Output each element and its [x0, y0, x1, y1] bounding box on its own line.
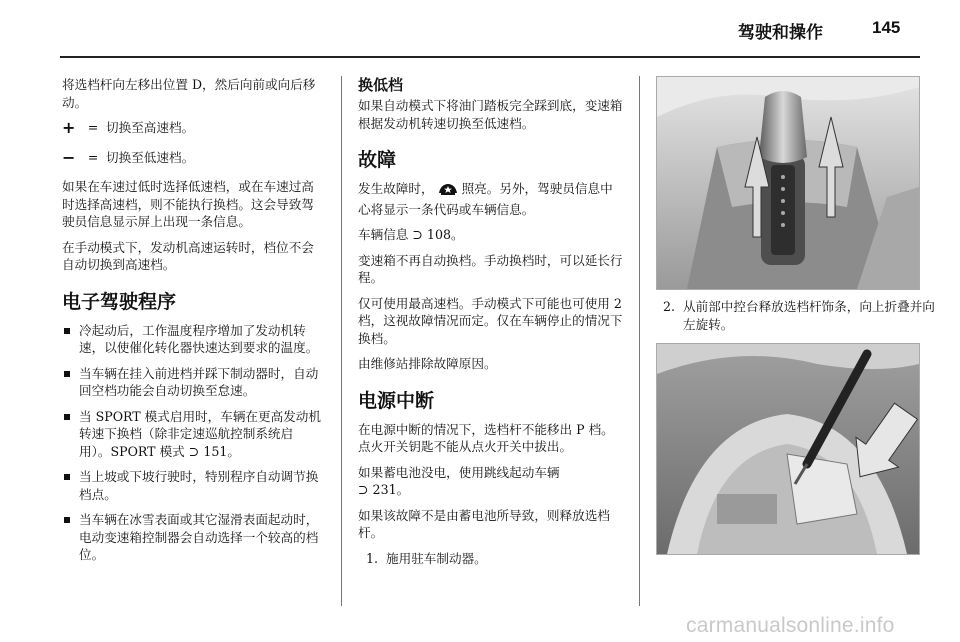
minus-equals: = — [87, 149, 99, 165]
paragraph-2: 在手动模式下，发动机高速运转时，档位不会自动切换到高速档。 — [62, 239, 314, 272]
transmission-warning-icon — [437, 182, 459, 201]
page-number: 145 — [872, 18, 901, 37]
power-reference: ⊃ 231。 — [358, 482, 410, 497]
kickdown-paragraph: 如果自动模式下将油门踏板完全踩到底，变速箱根据发动机转速切换至低速档。 — [358, 98, 623, 131]
photo-gear-selector — [656, 76, 920, 290]
step-number: 2. — [663, 299, 676, 314]
plus-icon: + — [62, 118, 76, 137]
bullet-list — [62, 322, 324, 564]
list-item: 冷起动后，工作温度程序增加了发动机转速，以使催化转化器快速达到要求的温度。 — [62, 322, 324, 357]
plus-text: 切换至高速档。 — [106, 120, 195, 135]
column-2 — [358, 76, 624, 567]
fault-text-before: 发生故障时， — [358, 181, 434, 196]
list-item: 当上坡或下坡行驶时，特别程序自动调节换档点。 — [62, 468, 324, 503]
watermark: carmanualsonline.info — [686, 614, 895, 637]
list-item: 当车辆在冰雪表面或其它湿滑表面起动时，电动变速箱控制器会自动选择一个较高的档位。 — [62, 511, 324, 564]
power-text: 如果蓄电池没电，使用跳线起动车辆 — [358, 464, 560, 480]
power-paragraph-3: 如果该故障不是由蓄电池所导致，则释放选档杆。 — [358, 507, 610, 540]
intro-paragraph: 将选档杆向左移出位置 D，然后向前或向后移动。 — [62, 77, 316, 110]
step-number: 1. — [366, 550, 379, 566]
minus-icon: − — [62, 147, 76, 167]
column-divider-2 — [639, 76, 640, 606]
power-paragraph-1: 在电源中断的情况下，选档杆不能移出 P 档。点火开关钥匙不能从点火开关中拔出。 — [358, 421, 614, 454]
page-header-title: 驾驶和操作 — [738, 23, 823, 43]
minus-text: 切换至低速档。 — [106, 149, 195, 165]
header-rule — [60, 56, 920, 58]
column-divider-1 — [341, 76, 342, 606]
step-text: 从前部中控台释放选档杆饰条，向上折叠并向左旋转。 — [683, 299, 935, 332]
step-text: 施用驻车制动器。 — [386, 550, 487, 566]
list-item: 当 SPORT 模式启用时，车辆在更高发动机转速下换档（除非定速巡航控制系统启用）。SPORT 模式 ⊃ 151。 — [62, 408, 324, 461]
list-item: 当车辆在挂入前进档并踩下制动器时，自动回空档功能会自动切换至怠速。 — [62, 365, 324, 400]
section-title-power-interruption: 电源中断 — [358, 389, 435, 412]
fault-text-after: 照亮。另外，驾驶员信息中心将显示一条代码或车辆信息。 — [358, 181, 613, 217]
photo-trim-release — [656, 343, 920, 555]
fault-paragraph-4: 由维修站排除故障原因。 — [358, 356, 497, 371]
section-title-fault: 故障 — [358, 149, 397, 171]
fault-paragraph-2: 变速箱不再自动换档。手动换档时，可以延长行程。 — [358, 252, 623, 285]
column-1 — [62, 76, 324, 572]
paragraph-1: 如果在车速过低时选择低速档，或在车速过高时选择高速档，则不能执行换档。这会导致驾驶员信息显示屏上出现一条信息。 — [62, 179, 314, 229]
fault-paragraph-1 — [358, 180, 624, 218]
minus-row — [62, 149, 324, 167]
section-title-electronic-program: 电子驾驶程序 — [62, 290, 177, 313]
section-title-kickdown: 换低档 — [358, 76, 404, 94]
plus-row — [62, 119, 324, 137]
fault-reference: 车辆信息 ⊃ 108。 — [358, 227, 464, 242]
fault-paragraph-3: 仅可使用最高速档。手动模式下可能也可使用 2 档，这视故障情况而定。仅在车辆停止的情况下换档。 — [358, 295, 623, 346]
power-paragraph-2 — [358, 464, 624, 499]
step-2 — [663, 298, 941, 333]
step-1 — [366, 550, 624, 568]
plus-equals: = — [87, 120, 99, 135]
